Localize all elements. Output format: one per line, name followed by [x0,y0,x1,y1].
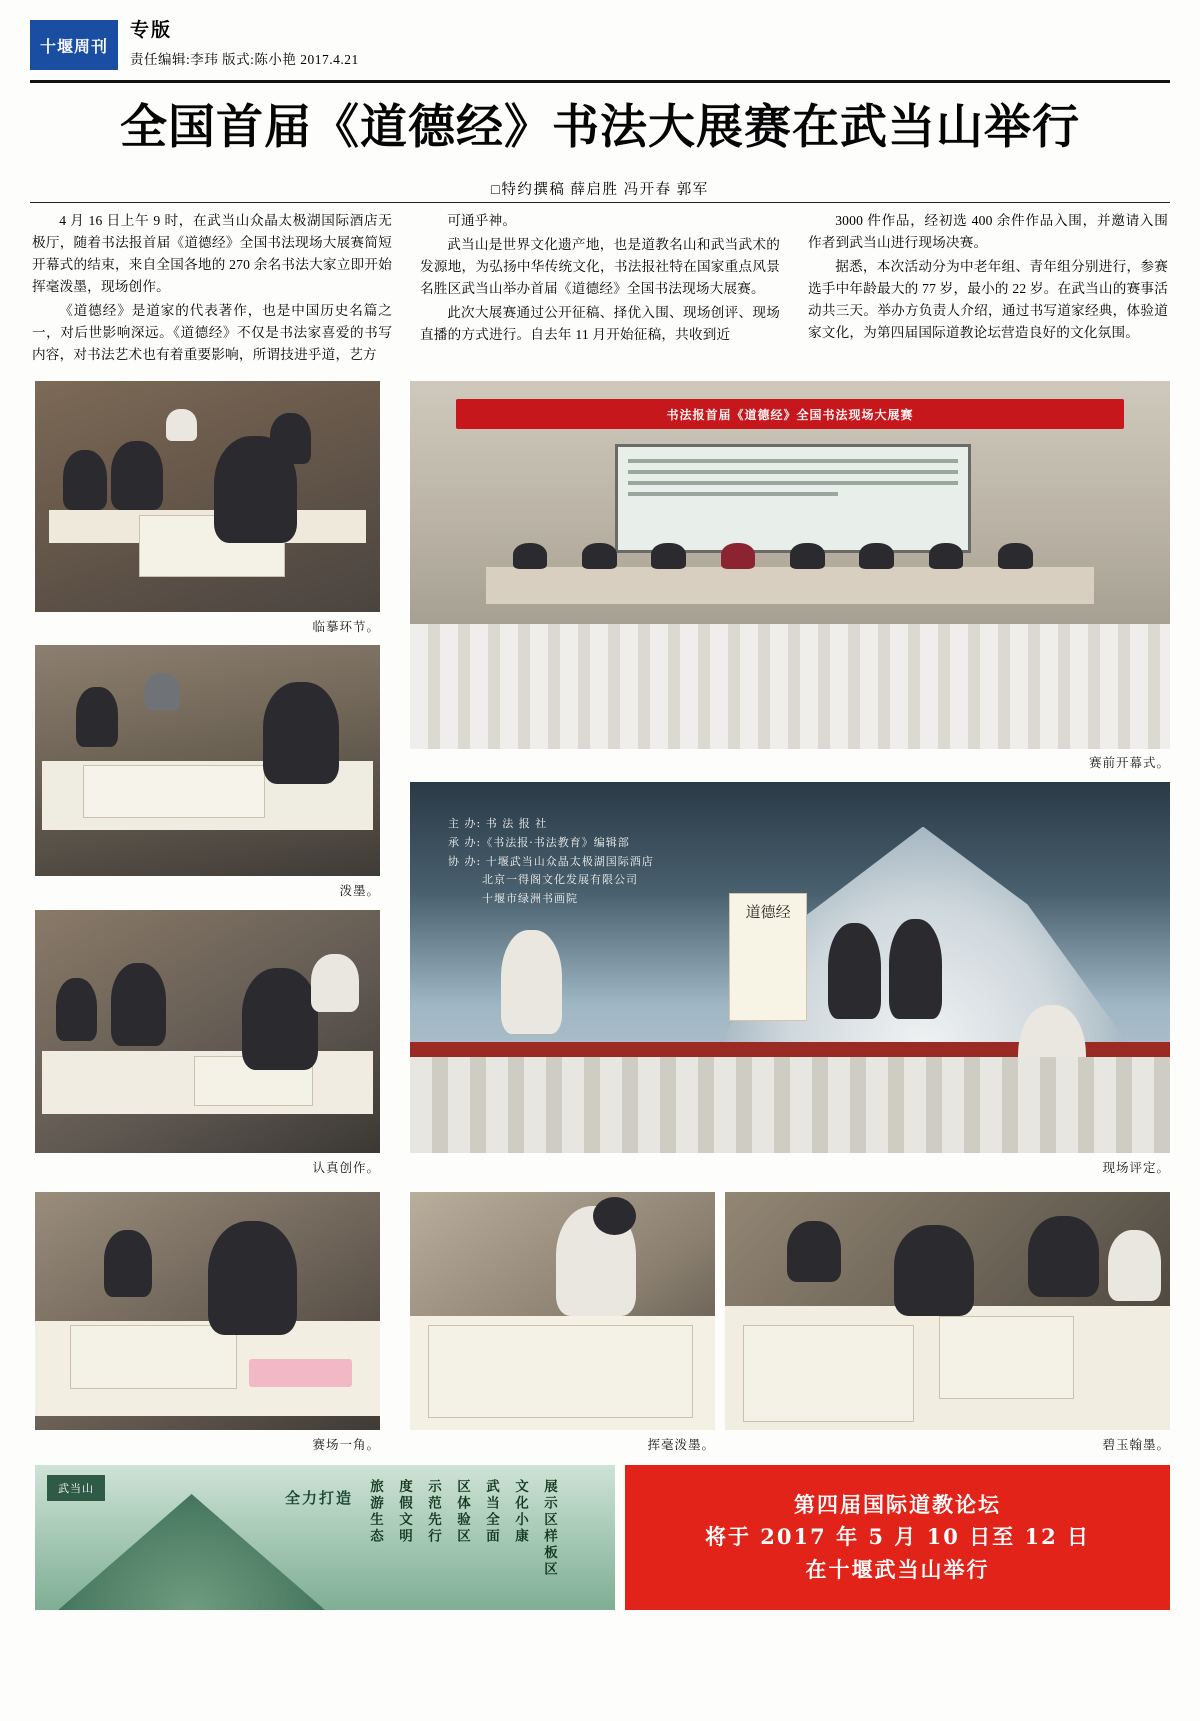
forum-date: 将于 2017 年 5 月 10 日至 12 日 [705,1524,1090,1550]
photo-venue-corner [35,1192,380,1430]
photo-onsite-judging [410,782,1170,1153]
divider [30,202,1170,203]
head-table [486,565,1094,604]
photo-caption: 赛前开幕式。 [1088,756,1170,770]
paragraph: 此次大展赛通过公开征稿、择优入围、现场创评、现场直播的方式进行。自去年 11 月开始征稿，共收到近 [420,305,780,343]
paragraph: 可通乎神。 [447,213,517,228]
photo-caption: 泼墨。 [339,884,380,898]
hanging-scroll: 道德经 [729,893,807,1021]
photo-serious-creation [35,910,380,1153]
publication-logo: 十堰周刊 [30,20,118,70]
forum-location: 在十堰武当山举行 [805,1556,990,1582]
masthead [30,18,1170,83]
byline: □特约撰稿 薛启胜 冯开春 郭军 [491,182,709,198]
photo-caption: 挥毫泼墨。 [647,1438,715,1452]
photo-caption: 碧玉翰墨。 [1102,1438,1170,1452]
photo-ink-splashing [35,645,380,876]
ad-slogan: 全力打造 [285,1489,354,1507]
audience [410,624,1170,749]
article-body [32,210,1168,368]
paragraph: 4 月 16 日上午 9 时，在武当山众晶太极湖国际酒店无极厅，随着书法报首届《道德经》全国书法现场大展赛简短开幕式的结束，来自全国各地的 270 余名书法大家立即开始挥毫泼墨，现场创作。 [32,213,392,295]
page-title: 全国首届《道德经》书法大展赛在武当山举行 [120,100,1080,155]
projection-screen [615,444,971,553]
ad-column-text: 旅游生态 度假文明 示范先行 区体验区 武当全面 文化小康 展示区样板区 [367,1479,557,1578]
section-title: 专版 [130,20,173,41]
ad-wudangshan[interactable] [35,1465,615,1610]
stage-credits: 主 办: 书 法 报 社 承 办:《书法报·书法教育》编辑部 协 办: 十堰武当山众晶太极湖国际酒店 北京一得阁文化发展有限公司 十堰市绿洲书画院 [448,817,654,906]
article-column-2 [420,210,780,368]
paragraph: 据悉，本次活动分为中老年组、青年组分别进行，参赛选手中年龄最大的 77 岁，最小的 22 岁。在武当山的赛事活动共三天。举办方负责人介绍，通过书写道家经典，体验道家文化，为第四届国际道教论坛营造良好的文化氛围。 [808,259,1168,341]
wudangshan-logo: 武当山 [47,1475,105,1501]
masthead-text-block [130,18,359,68]
article-column-1 [32,210,392,368]
photo-caption: 认真创作。 [312,1161,380,1175]
photo-jade-calligraphy [725,1192,1170,1430]
photo-caption: 临摹环节。 [312,620,380,634]
ad-daoism-forum[interactable] [625,1465,1170,1610]
ceremony-banner [456,399,1125,428]
ceremony-banner-text: 书法报首届《道德经》全国书法现场大展赛 [666,407,914,422]
photo-caption: 赛场一角。 [312,1438,380,1452]
photo-calligraphy-copying [35,381,380,612]
photo-opening-ceremony [410,381,1170,749]
photo-caption: 现场评定。 [1102,1161,1170,1175]
forum-title: 第四届国际道教论坛 [794,1491,1001,1517]
paragraph: 武当山是世界文化遗产地，也是道教名山和武当武术的发源地，为弘扬中华传统文化，书法报社特在国家重点风景名胜区武当山举办首届《道德经》全国书法现场大展赛。 [420,237,780,297]
article-column-3 [808,210,1168,368]
mountain-graphic [58,1494,325,1610]
seated-audience [410,1057,1170,1153]
paragraph: 3000 件作品，经初选 400 余件作品入围，并邀请入围作者到武当山进行现场决赛。 [808,213,1168,251]
photo-brush-writing [410,1192,715,1430]
editor-credits: 责任编辑:李玮 版式:陈小艳 2017.4.21 [130,51,359,67]
paragraph: 《道德经》是道家的代表著作，也是中国历史名篇之一，对后世影响深远。《道德经》不仅是书法家喜爱的书写内容，对书法艺术也有着重要影响，所谓技进乎道，艺方 [32,303,392,363]
